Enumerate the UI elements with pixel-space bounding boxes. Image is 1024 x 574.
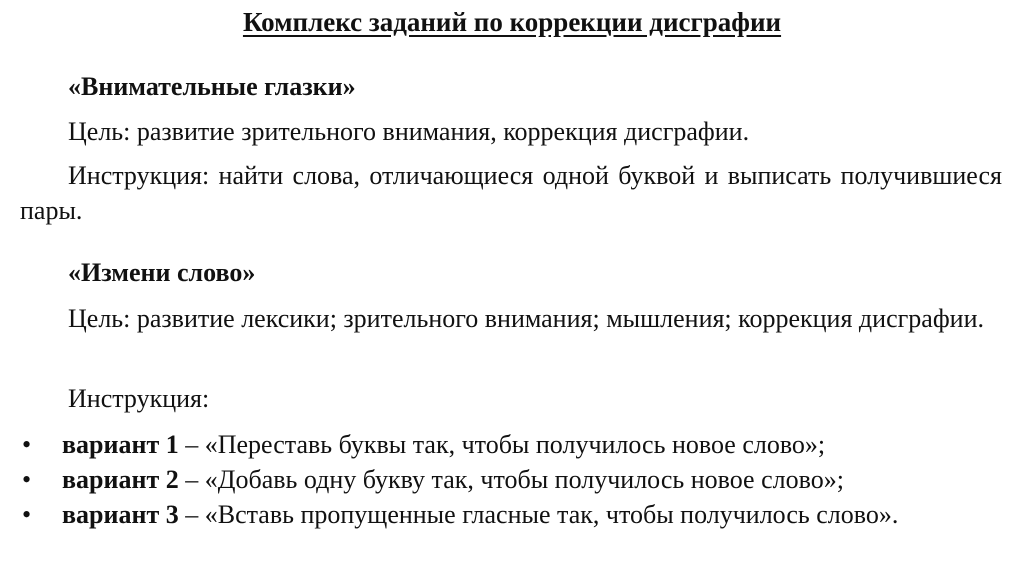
task1-heading: «Внимательные глазки» (68, 72, 356, 101)
variant-description: – «Вставь пропущенные гласные так, чтобы получилось слово». (178, 500, 899, 529)
variant-text (62, 427, 1002, 462)
task2-goal: Цель: развитие лексики; зрительного внимания; мышления; коррекция дисграфии. (68, 304, 984, 333)
variant-text (62, 497, 1002, 532)
page-title: Комплекс заданий по коррекции дисграфии (242, 7, 782, 37)
bullet-icon: • (22, 500, 32, 529)
variant-label: вариант 3 (62, 500, 179, 529)
variant-description: – «Переставь буквы так, чтобы получилось новое слово»; (178, 430, 826, 459)
bullet-icon: • (22, 430, 32, 459)
task2-heading: «Измени слово» (68, 258, 256, 287)
task1-goal: Цель: развитие зрительного внимания, коррекция дисграфии. (68, 117, 750, 146)
variant-text (62, 462, 1002, 497)
variant-description: – «Добавь одну букву так, чтобы получилось новое слово»; (178, 465, 844, 494)
variant-list-item (20, 462, 1002, 497)
variant-label: вариант 1 (62, 430, 179, 459)
bullet-icon: • (22, 465, 32, 494)
task1-instruction: Инструкция: найти слова, отличающиеся одной буквой и выписать получившиеся пары. (20, 161, 1002, 225)
task2-instruction: Инструкция: (68, 384, 210, 413)
variant-list-item (20, 497, 1002, 532)
variant-label: вариант 2 (62, 465, 179, 494)
variant-list-item (20, 427, 1002, 462)
